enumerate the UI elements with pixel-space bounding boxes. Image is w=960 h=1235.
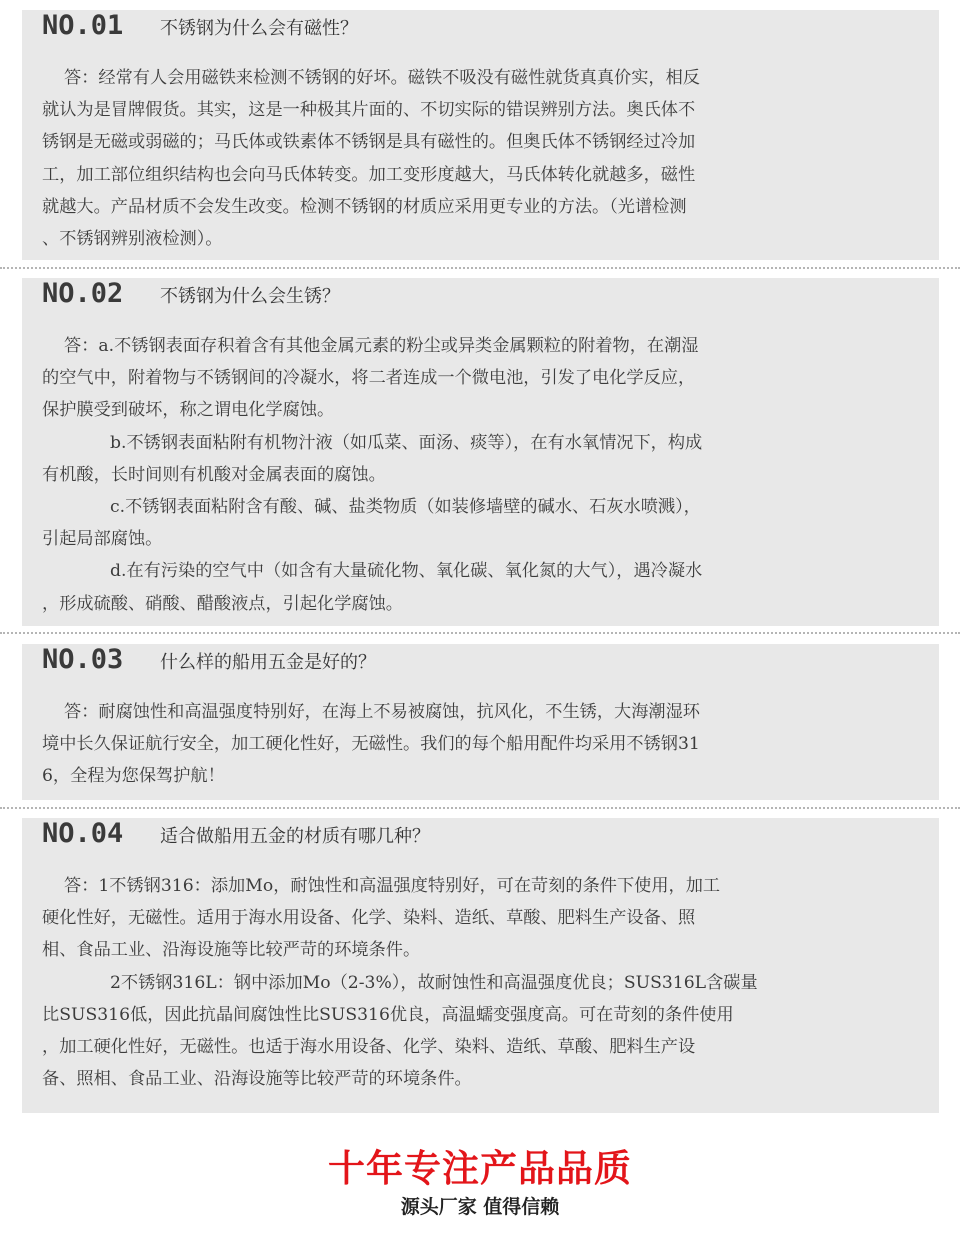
answer-text [42, 870, 917, 1095]
answer-line: 保护膜受到破坏，称之谓电化学腐蚀。 [42, 400, 335, 421]
divider [0, 807, 960, 809]
answer-line: 的空气中，附着物与不锈钢间的冷凝水，将二者连成一个微电池，引发了电化学反应， [42, 368, 696, 389]
question-number: NO.01 [42, 10, 124, 41]
question-header [42, 818, 917, 870]
answer-line: 6，全程为您保驾护航！ [42, 766, 225, 787]
answer-line: 就认为是冒牌假货。其实，这是一种极其片面的、不切实际的错误辨别方法。奥氏体不 [42, 100, 696, 121]
question-number: NO.02 [42, 278, 124, 309]
answer-line: 硬化性好，无磁性。适用于海水用设备、化学、染料、造纸、草酸、肥料生产设备、照 [42, 908, 696, 929]
answer-line: 2不锈钢316L：钢中添加Mo（2-3%），故耐蚀性和高温强度优良；SUS316L含碳量 [110, 972, 758, 993]
answer-line: 有机酸，长时间则有机酸对金属表面的腐蚀。 [42, 464, 386, 485]
answer-line: b.不锈钢表面粘附有机物汁液（如瓜菜、面汤、痰等），在有水氧情况下，构成 [110, 432, 703, 453]
answer-line: d.在有污染的空气中（如含有大量硫化物、氧化碳、氧化氮的大气），遇冷凝水 [110, 561, 703, 582]
divider [0, 267, 960, 269]
answer-line: 比SUS316低，因此抗晶间腐蚀性比SUS316优良，高温蠕变强度高。可在苛刻的条件使用 [42, 1004, 734, 1025]
faq-section-4 [22, 818, 939, 1113]
answer-line: 工，加工部位组织结构也会向马氏体转变。加工变形度越大，马氏体转化就越多，磁性 [42, 164, 696, 185]
footer-slogan: 十年专注产品品质 [328, 1147, 632, 1190]
answer-line: 答：经常有人会用磁铁来检测不锈钢的好坏。磁铁不吸没有磁性就货真真价实，相反 [64, 68, 700, 88]
question-header [42, 278, 917, 330]
answer-line: 答：耐腐蚀性和高温强度特别好，在海上不易被腐蚀，抗风化，不生锈，大海潮湿环 [64, 702, 700, 722]
answer-line: ，加工硬化性好，无磁性。也适于海水用设备、化学、染料、造纸、草酸、肥料生产设 [42, 1036, 696, 1057]
faq-section-2 [22, 278, 939, 626]
footer-subtitle: 源头厂家 值得信赖 [400, 1196, 560, 1218]
question-title: 什么样的船用五金是好的？ [160, 652, 376, 673]
faq-section-1 [22, 10, 939, 260]
question-title: 不锈钢为什么会生锈？ [160, 286, 340, 307]
answer-line: 相、食品工业、沿海设施等比较严苛的环境条件。 [42, 940, 421, 961]
answer-line: 答：a.不锈钢表面存积着含有其他金属元素的粉尘或异类金属颗粒的附着物，在潮湿 [64, 336, 699, 356]
answer-line: 答：1不锈钢316：添加Mo，耐蚀性和高温强度特别好，可在苛刻的条件下使用，加工 [64, 876, 721, 896]
question-header [42, 10, 917, 62]
answer-line: 备、照相、食品工业、沿海设施等比较严苛的环境条件。 [42, 1069, 472, 1090]
question-number: NO.04 [42, 818, 124, 849]
answer-line: ，形成硫酸、硝酸、醋酸液点，引起化学腐蚀。 [42, 593, 403, 614]
answer-text [42, 62, 917, 255]
answer-line: 锈钢是无磁或弱磁的；马氏体或铁素体不锈钢是具有磁性的。但奥氏体不锈钢经过冷加 [42, 132, 696, 153]
answer-line: 境中长久保证航行安全，加工硬化性好，无磁性。我们的每个船用配件均采用不锈钢31 [42, 734, 700, 755]
answer-text [42, 696, 917, 793]
answer-line: 、不锈钢辨别液检测）。 [42, 228, 223, 249]
question-number: NO.03 [42, 644, 124, 675]
answer-text [42, 330, 917, 620]
answer-line: c.不锈钢表面粘附含有酸、碱、盐类物质（如装修墙壁的碱水、石灰水喷溅）， [110, 496, 701, 517]
divider [0, 632, 960, 634]
faq-section-3 [22, 644, 939, 800]
question-header [42, 644, 917, 696]
question-title: 适合做船用五金的材质有哪几种？ [160, 826, 430, 847]
question-title: 不锈钢为什么会有磁性？ [160, 18, 358, 39]
answer-line: 就越大。产品材质不会发生改变。检测不锈钢的材质应采用更专业的方法。（光谱检测 [42, 196, 687, 217]
answer-line: 引起局部腐蚀。 [42, 529, 163, 550]
